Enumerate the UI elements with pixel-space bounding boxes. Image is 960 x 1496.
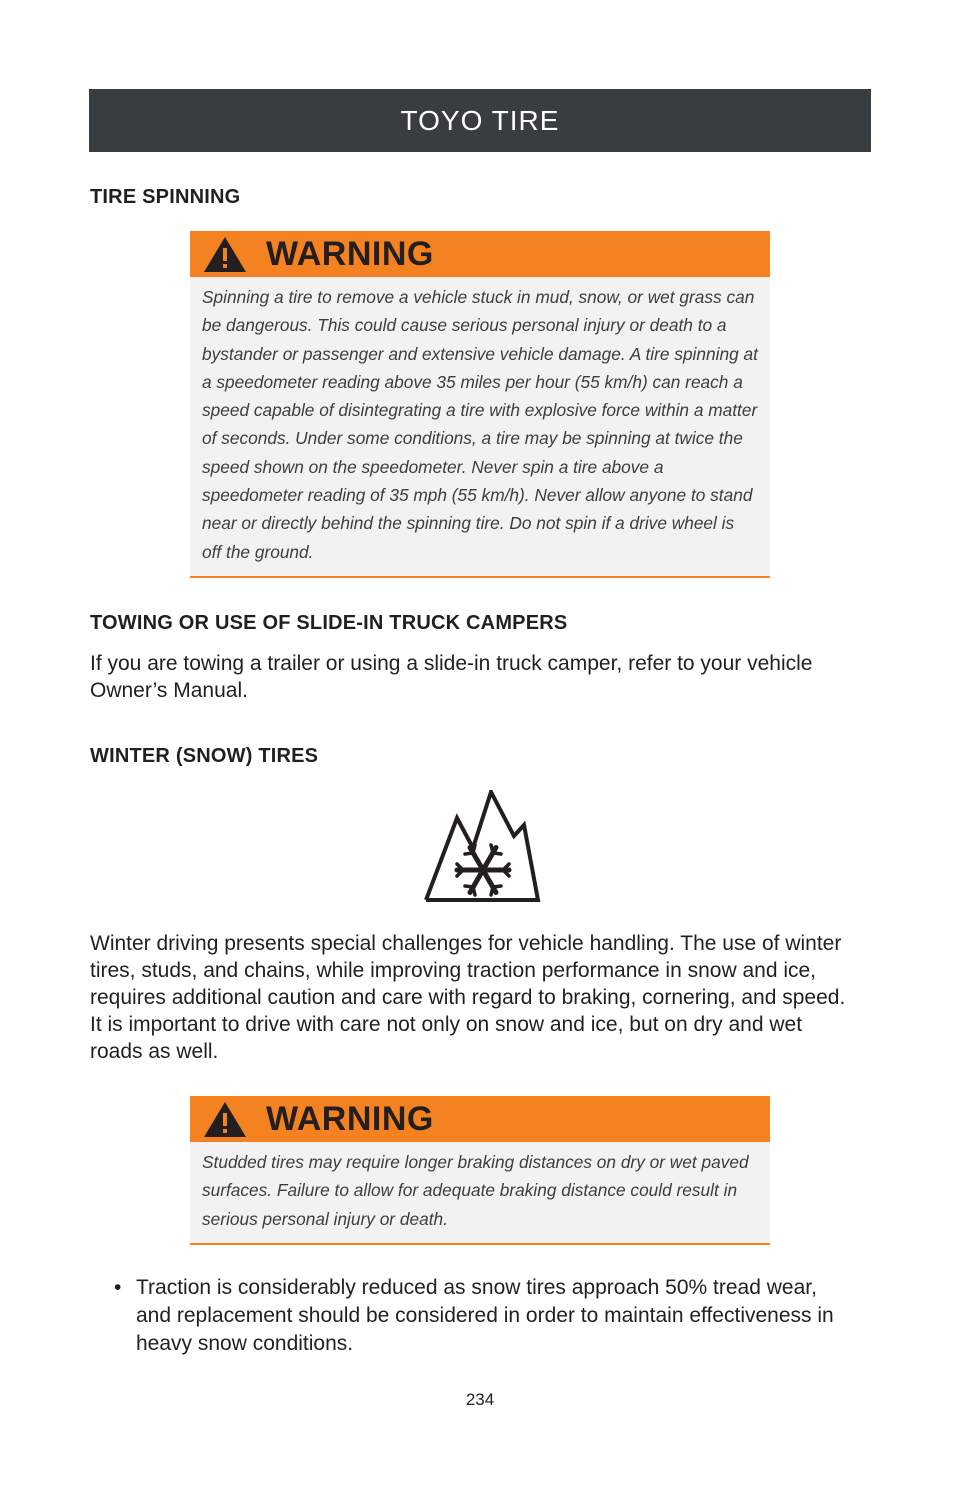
header-title: TOYO TIRE (400, 104, 560, 136)
warning-triangle-icon (202, 234, 248, 274)
towing-paragraph: If you are towing a trailer or using a slide-in truck camper, refer to your vehicle Owner’s Manual. (90, 652, 813, 702)
heading-winter-tires: WINTER (SNOW) TIRES (90, 745, 319, 767)
warning-triangle-icon (202, 1099, 248, 1139)
page-header (89, 89, 871, 152)
heading-towing: TOWING OR USE OF SLIDE-IN TRUCK CAMPERS (90, 612, 568, 634)
page-number: 234 (465, 1390, 495, 1409)
three-peak-mountain-snowflake-icon (423, 790, 541, 902)
warning-label: WARNING (266, 234, 434, 273)
warning-text: Studded tires may require longer braking distances on dry or wet paved surfaces. Failure to allow for adequate braking distance could result in serious personal injury or death. (202, 1152, 749, 1229)
warning-label: WARNING (266, 1099, 434, 1138)
list-item (114, 1274, 854, 1358)
winter-paragraph: Winter driving presents special challenges for vehicle handling. The use of winter tires, studs, and chains, while improving traction performance in snow and ice, requires additional caution and care with regard to braking, cornering, and speed. It is important to drive with care not only on snow and ice, but on dry and wet roads as well. (90, 932, 846, 1063)
heading-tire-spinning: TIRE SPINNING (90, 186, 241, 208)
bullet-text: Traction is considerably reduced as snow tires approach 50% tread wear, and replacement should be considered in order to maintain effectiveness in heavy snow conditions. (136, 1276, 834, 1355)
warning-header (190, 231, 770, 277)
warning-header (190, 1096, 770, 1142)
warning-box-studded-tires (190, 1096, 770, 1245)
bullet-marker: • (114, 1276, 122, 1299)
warning-box-tire-spinning (190, 231, 770, 578)
bullet-list (114, 1274, 854, 1358)
warning-text: Spinning a tire to remove a vehicle stuck in mud, snow, or wet grass can be dangerous. This could cause serious personal injury or death to a bystander or passenger and extensive vehicle damage. A tire spinning at a speedometer reading above 35 miles per hour (55 km/h) can reach a speed capable of disintegrating a tire with explosive force within a matter of seconds. Under some conditions, a tire may be spinning at twice the speed shown on the speedometer. Never spin a tire above a speedometer reading of 35 mph (55 km/h). Never allow anyone to stand near or directly behind the spinning tire. Do not spin if a drive wheel is off the ground. (202, 287, 758, 562)
